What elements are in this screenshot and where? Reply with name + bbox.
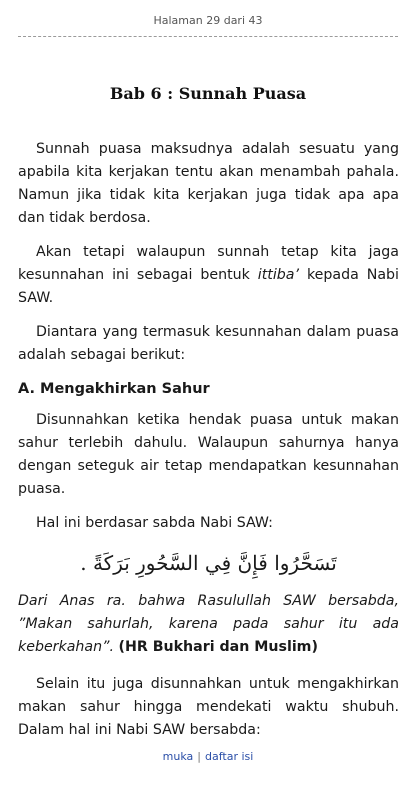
- ittiba-term: ittiba’: [257, 267, 299, 283]
- table-of-contents-link[interactable]: daftar isi: [205, 750, 254, 763]
- closing-paragraph: Selain itu juga disunnahkan untuk mengakhirkan makan sahur hingga mendekati waktu shubuh. Dalam hal ini Nabi SAW bersabda:: [18, 676, 399, 738]
- page-indicator: Halaman 29 dari 43: [153, 14, 263, 27]
- ittiba-paragraph-text-end: kepada Nabi SAW.: [18, 267, 399, 306]
- chapter-title: Bab 6 : Sunnah Puasa: [109, 84, 307, 103]
- ittiba-paragraph: [18, 241, 399, 310]
- sunnah-list-intro: Diantara yang termasuk kesunnahan dalam puasa adalah sebagai berikut:: [18, 324, 399, 363]
- footer-nav: [0, 750, 416, 763]
- footer-separator: |: [197, 750, 201, 763]
- arabic-hadith: تَسَحَّرُوا فَإِنَّ فِي السَّحُورِ بَرَكَةً .: [80, 551, 337, 575]
- header-divider: [18, 36, 398, 37]
- hadith-translation: [18, 590, 399, 659]
- sahur-paragraph: Disunnahkan ketika hendak puasa untuk makan sahur terlebih dahulu. Walaupun sahurnya hanya dengan seteguk air tetap mendapatkan kesunnahan puasa.: [18, 412, 399, 497]
- intro-paragraph: Sunnah puasa maksudnya adalah sesuatu yang apabila kita kerjakan tentu akan menambah pahala. Namun jika tidak kita kerjakan juga tidak apa apa dan tidak berdosa.: [18, 141, 399, 226]
- hadith-translation-text: Dari Anas ra. bahwa Rasulullah SAW bersabda, ”Makan sahurlah, karena pada sahur itu ada keberkahan”.: [18, 593, 399, 655]
- sabda-intro: Hal ini berdasar sabda Nabi SAW:: [36, 515, 273, 531]
- section-heading-sahur: A. Mengakhirkan Sahur: [18, 381, 210, 397]
- document-body: [18, 138, 399, 753]
- hadith-source: (HR Bukhari dan Muslim): [118, 639, 318, 655]
- home-link[interactable]: muka: [162, 750, 194, 763]
- ittiba-paragraph-text-start: Akan tetapi walaupun sunnah tetap kita jaga kesunnahan ini sebagai bentuk: [18, 244, 399, 283]
